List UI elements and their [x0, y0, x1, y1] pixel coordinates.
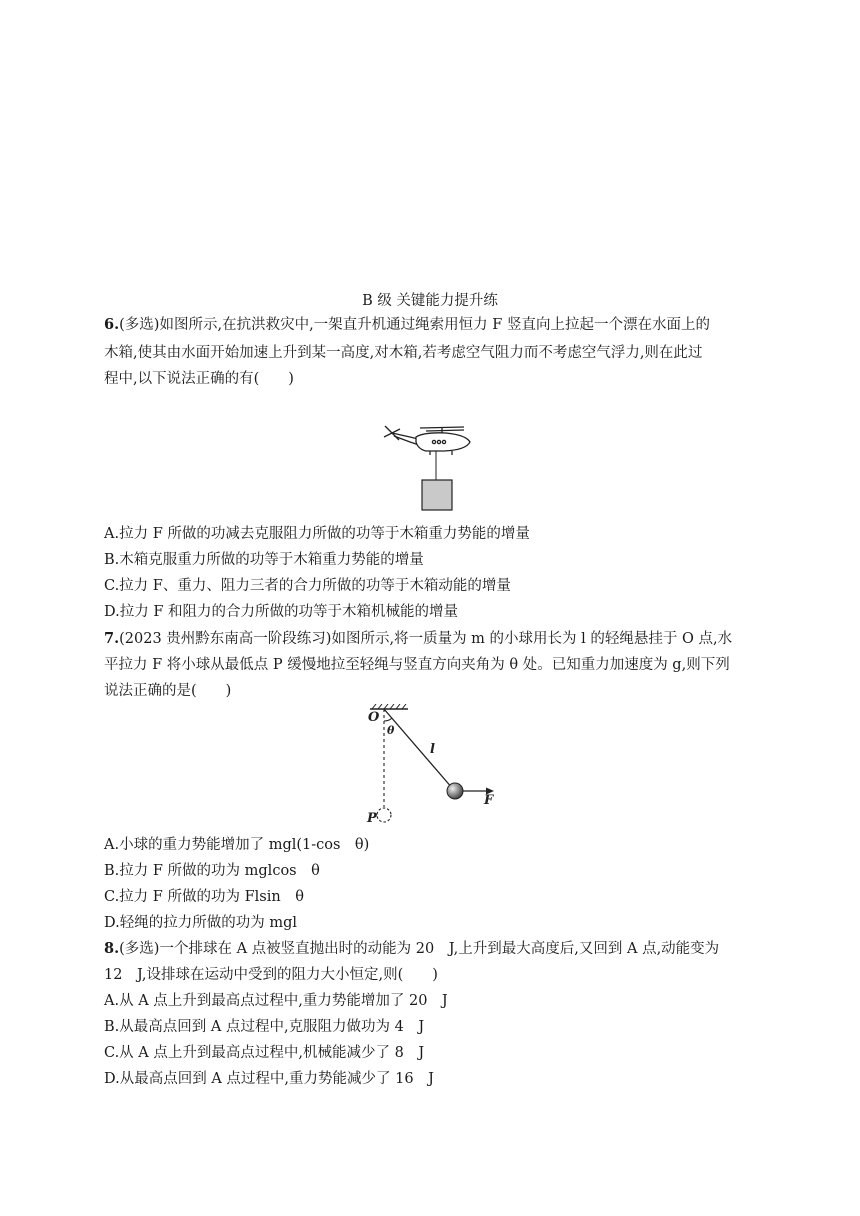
- q6-option-d: D.拉力 F 和阻力的合力所做的功等于木箱机械能的增量: [104, 604, 458, 620]
- section-title: B 级 关键能力提升练: [362, 293, 498, 309]
- q7-option-b: B.拉力 F 所做的功为 mglcos θ: [104, 863, 320, 879]
- q7-option-c: C.拉力 F 所做的功为 Flsin θ: [104, 889, 304, 905]
- label-f: F: [484, 793, 494, 808]
- q8-stem-line1: 8.(多选)一个排球在 A 点被竖直抛出时的动能为 20 J,上升到最大高度后,又回到 A 点,动能变为: [104, 940, 720, 957]
- q7-number: 7.: [104, 630, 120, 647]
- q6-stem-line1: 6.(多选)如图所示,在抗洪救灾中,一架直升机通过绳索用恒力 F 竖直向上拉起一个漂在水面上的: [104, 316, 710, 333]
- q6-stem-line3: 程中,以下说法正确的有( ): [104, 371, 294, 387]
- q8-number: 8.: [104, 940, 120, 957]
- label-theta: θ: [387, 724, 395, 737]
- q6-option-c: C.拉力 F、重力、阻力三者的合力所做的功等于木箱动能的增量: [104, 578, 511, 594]
- q7-option-a: A.小球的重力势能增加了 mgl(1-cos θ): [104, 837, 370, 853]
- q6-stem-line2: 木箱,使其由水面开始加速上升到某一高度,对木箱,若考虑空气阻力而不考虑空气浮力,则在此过: [104, 345, 703, 361]
- q8-option-a: A.从 A 点上升到最高点过程中,重力势能增加了 20 J: [104, 993, 448, 1009]
- pendulum-figure: [360, 704, 510, 830]
- q8-option-b: B.从最高点回到 A 点过程中,克服阻力做功为 4 J: [104, 1019, 425, 1035]
- box: [422, 480, 452, 510]
- q7-stem-line2: 平拉力 F 将小球从最低点 P 缓慢地拉至轻绳与竖直方向夹角为 θ 处。已知重力加速度为 g,则下列: [104, 657, 730, 673]
- q6-option-a: A.拉力 F 所做的功减去克服阻力所做的功等于木箱重力势能的增量: [104, 526, 530, 542]
- label-p: P: [367, 811, 377, 826]
- q8-option-c: C.从 A 点上升到最高点过程中,机械能减少了 8 J: [104, 1045, 425, 1061]
- q7-stem-line3: 说法正确的是( ): [104, 683, 232, 699]
- q8-stem-line2: 12 J,设排球在运动中受到的阻力大小恒定,则( ): [104, 967, 438, 983]
- q6-number: 6.: [104, 316, 120, 333]
- q8-option-d: D.从最高点回到 A 点过程中,重力势能减少了 16 J: [104, 1071, 434, 1087]
- label-l: l: [430, 742, 435, 757]
- q6-option-b: B.木箱克服重力所做的功等于木箱重力势能的增量: [104, 552, 424, 568]
- q7-stem-line1: 7.(2023 贵州黔东南高一阶段练习)如图所示,将一质量为 m 的小球用长为 l 的轻绳悬挂于 O 点,水: [104, 630, 733, 647]
- q7-option-d: D.轻绳的拉力所做的功为 mgl: [104, 915, 297, 931]
- label-o: O: [368, 710, 380, 725]
- helicopter-figure: [380, 420, 480, 516]
